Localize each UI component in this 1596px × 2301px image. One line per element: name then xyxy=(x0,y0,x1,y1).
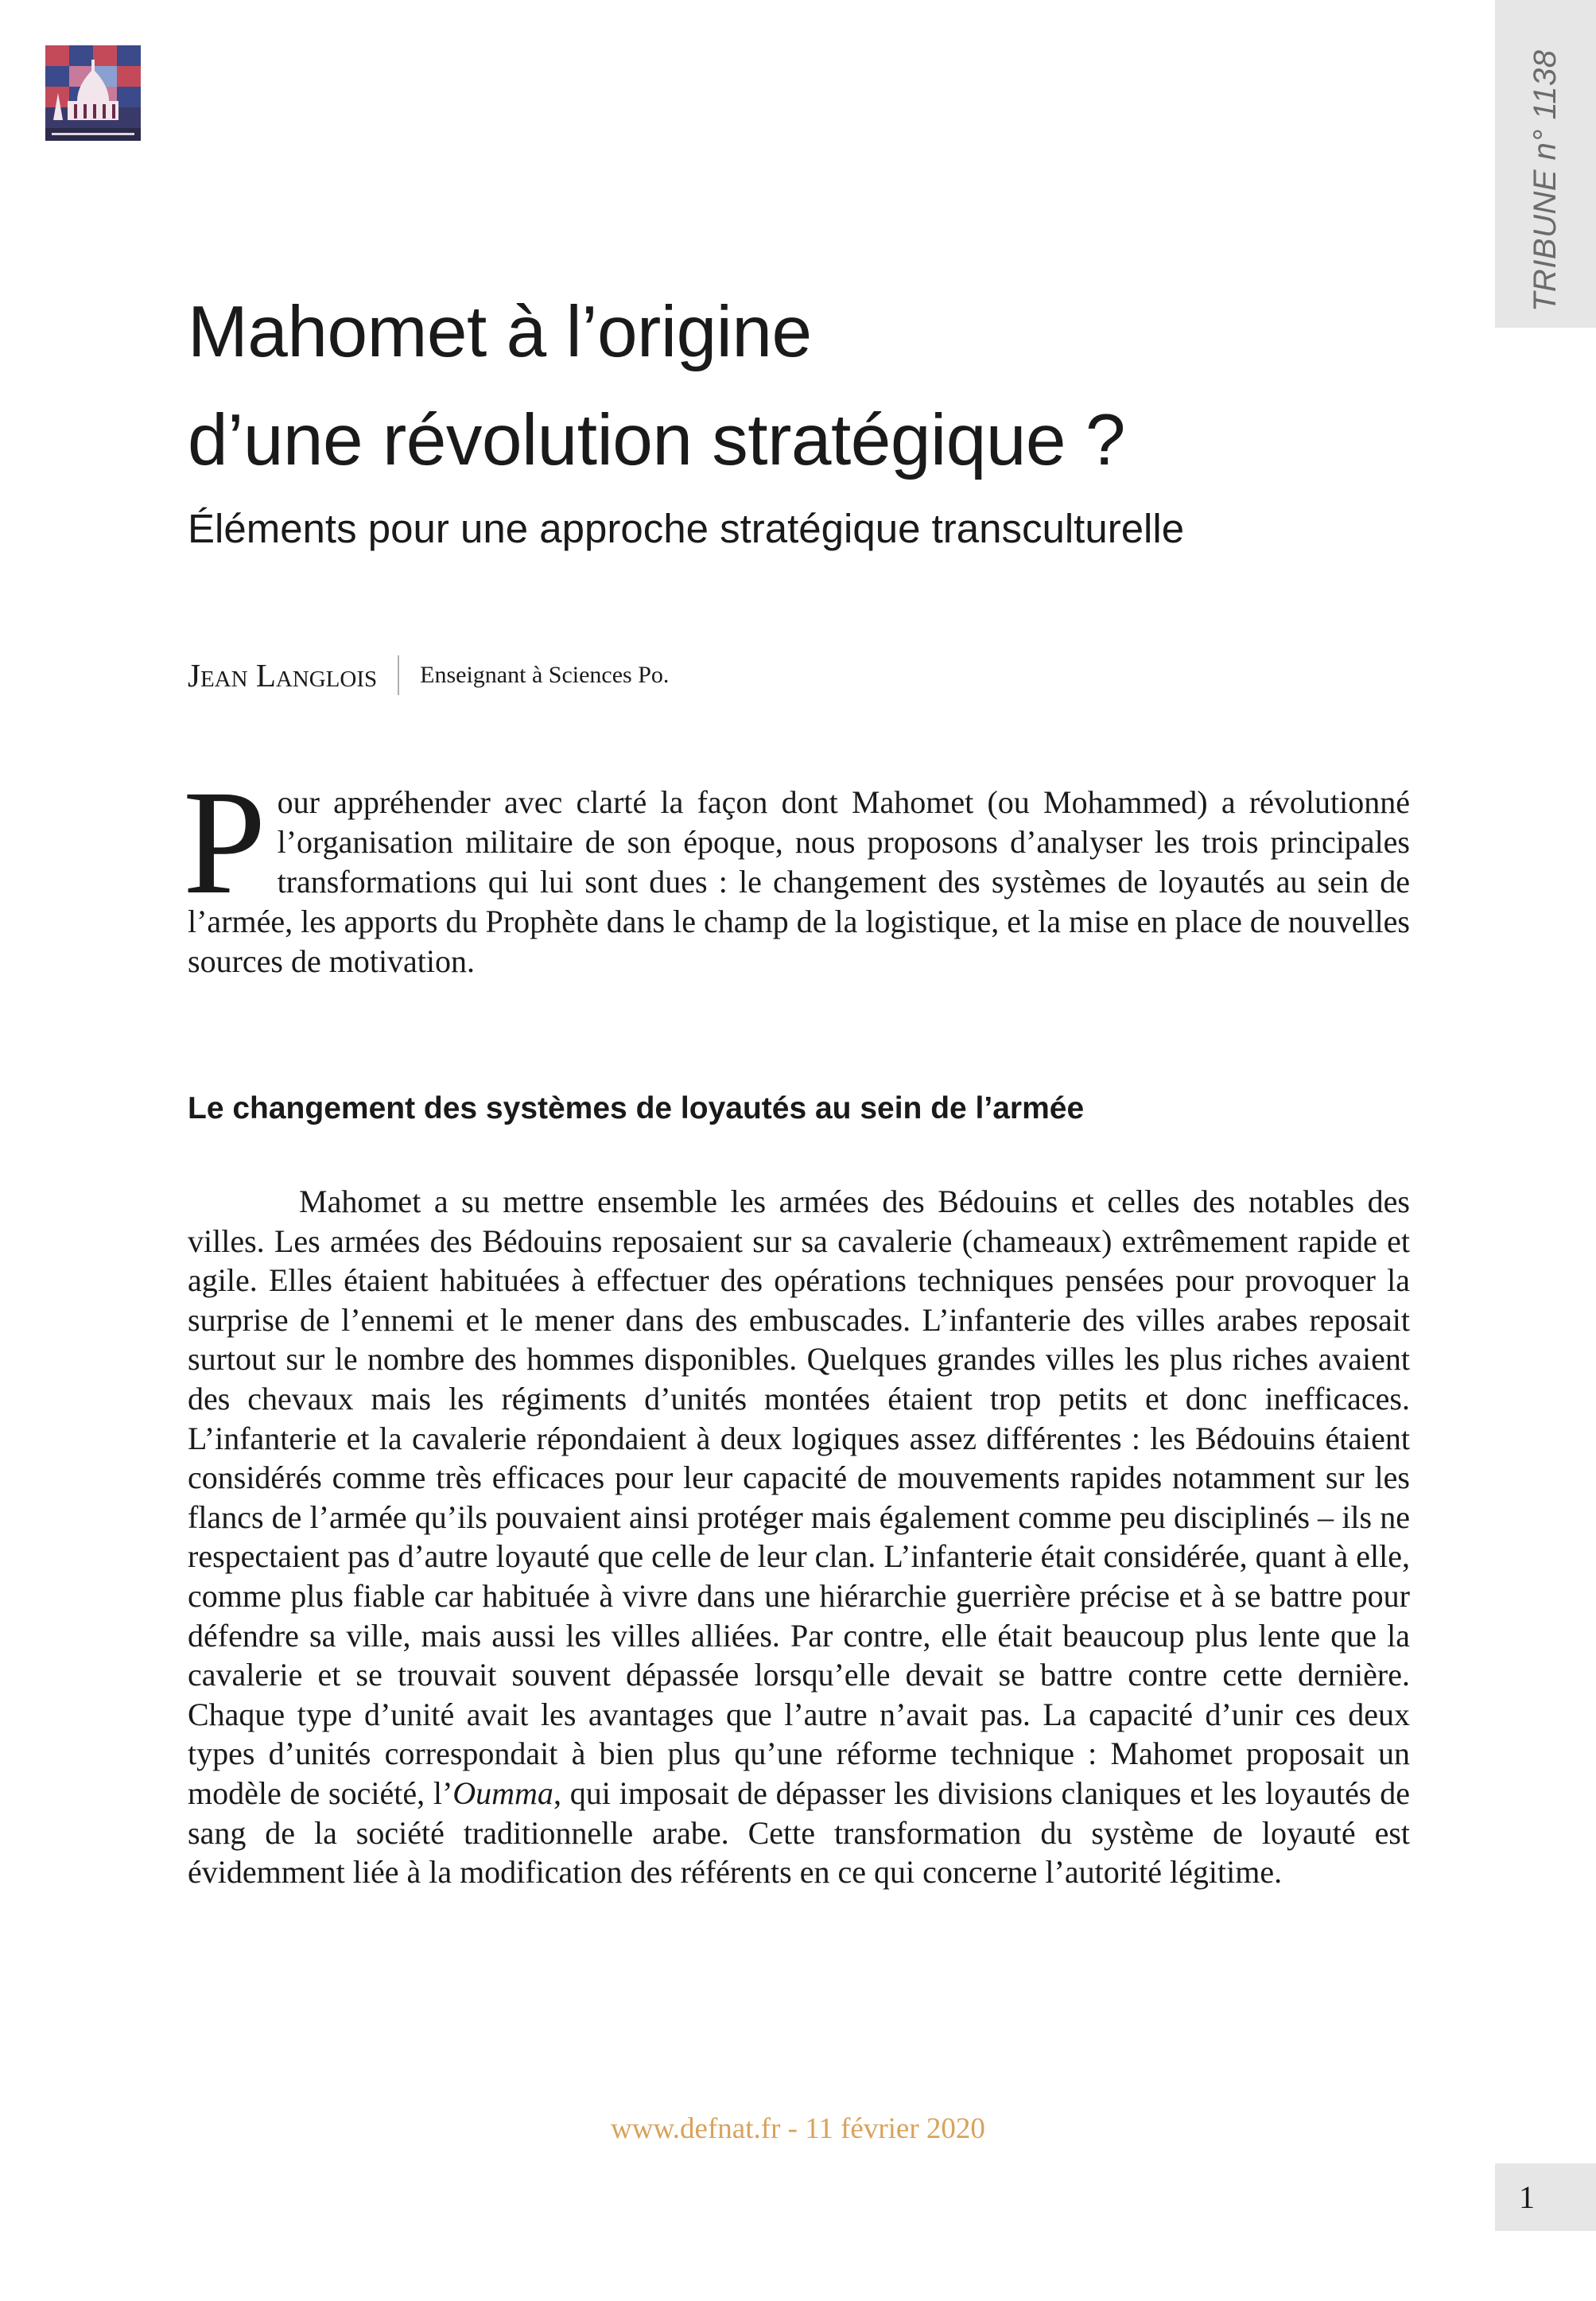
article-subtitle: Éléments pour une approche stratégique transculturelle xyxy=(188,506,1185,551)
article-title-line-1: Mahomet à l’origine xyxy=(188,292,812,372)
byline xyxy=(188,651,669,700)
author-last-name: Langlois xyxy=(255,657,378,694)
body-text-part-2: , qui imposait de dépasser les divisions claniques et les loyautés de sang de la société traditionnelle arabe. Cette transformation du système de loyauté est évidemment liée à la modification des référents en ce qui concerne l’autorité légitime. xyxy=(188,1774,1410,1891)
footer-source: www.defnat.fr - 11 février 2020 xyxy=(611,2112,985,2145)
article-title xyxy=(188,278,1428,495)
author-affiliation: Enseignant à Sciences Po. xyxy=(420,662,670,688)
intro-text: our appréhender avec clarté la façon dont Mahomet (ou Mohammed) a révolutionné l’organisation militaire de son époque, nous proposons d’analyser les trois principales transformations qui lui sont dues : le changement des systèmes de loyautés au sein de l’armée, les apports du Prophète dans le champ de la logistique, et la mise en place de nouvelles sources de motivation. xyxy=(188,784,1410,979)
author-first-name: Jean xyxy=(188,657,248,694)
section-heading: Le changement des systèmes de loyautés au sein de l’armée xyxy=(188,1091,1085,1125)
tribune-label: TRIBUNE n° 1138 xyxy=(1528,49,1563,312)
page-number: 1 xyxy=(1519,2179,1535,2215)
byline-divider xyxy=(398,655,399,695)
article-title-line-2: d’une révolution stratégique ? xyxy=(188,400,1125,480)
section-body-paragraph xyxy=(188,1182,1410,1892)
author-name xyxy=(188,656,377,694)
body-italic-term: Oumma xyxy=(452,1774,553,1811)
body-text-part-1: Mahomet a su mettre ensemble les armées des Bédouins et celles des notables des villes. Les armées des Bédouins reposaient sur sa cavalerie (chameaux) extrêmement rapide et agile. Elles étaient habituées à effectuer des opérations techniques pensées pour provoquer la surprise de l’ennemi et le mener dans des embuscades. L’infanterie des villes arabes reposait surtout sur le nombre des hommes disponibles. Quelques grandes villes les plus riches avaient des chevaux mais les régiments d’unités montées étaient trop petits et donc inefficaces. L’infanterie et la cavalerie répondaient à deux logiques assez différentes : les Bédouins étaient considérés comme très efficaces pour leur capacité de mouvements rapides notamment sur les flancs de l’armée qu’ils pouvaient ainsi protéger mais également comme peu disciplinés – ils ne respectaient pas d’autre loyauté que celle de leur clan. L’infanterie était considérée, quant à elle, comme plus fiable car habituée à vivre dans une hiérarchie guerrière précise et à se battre pour défendre sa ville, mais aussi les villes alliées. Par contre, elle était beaucoup plus lente que la cavalerie et se trouvait souvent dépassée lorsqu’elle devait se battre contre cette dernière. Chaque type d’unité avait les avantages que l’autre n’avait pas. La capacité d’unir ces deux types d’unités correspondait à bien plus qu’une réforme technique : Mahomet proposait un modèle de société, l’ xyxy=(188,1184,1410,1811)
intro-dropcap: P xyxy=(183,759,266,925)
publication-logo-icon xyxy=(45,45,141,141)
intro-paragraph xyxy=(183,759,1410,981)
